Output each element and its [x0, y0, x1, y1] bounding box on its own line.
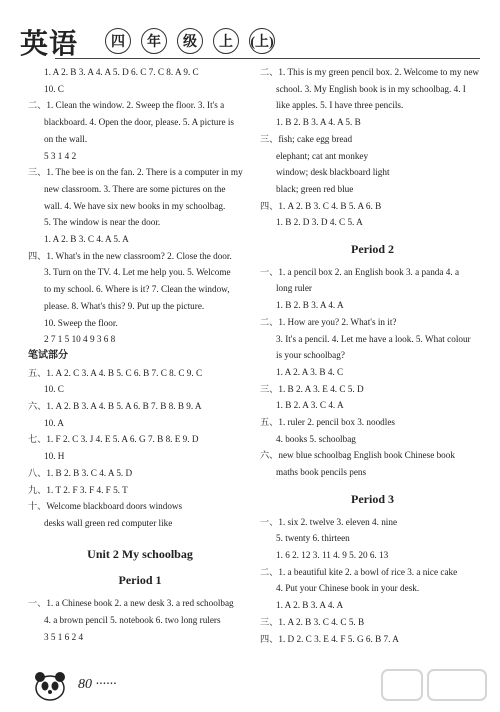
- answer-line: 十、Welcome blackboard doors windows: [28, 501, 183, 512]
- grade-char-4: 上: [213, 28, 239, 54]
- period-3-title: Period 3: [351, 491, 394, 506]
- answer-line: black; green red blue: [276, 183, 354, 194]
- answer-line: 二、1. a beautiful kite 2. a bowl of rice 3. a nice cake: [260, 566, 458, 577]
- answer-line: like apples. 5. I have three pencils.: [276, 100, 404, 111]
- header-rule: [55, 58, 480, 59]
- answer-line: 二、1. How are you? 2. What's in it?: [260, 316, 397, 327]
- answer-line: 5 3 1 4 2: [44, 150, 77, 161]
- answer-line: desks wall green red computer like: [44, 517, 173, 528]
- answer-line: 1. A 2. A 3. B 4. C: [276, 366, 344, 377]
- answer-line: 一、1. six 2. twelve 3. eleven 4. nine: [260, 516, 398, 527]
- answer-line: 10. Sweep the floor.: [44, 317, 118, 328]
- answer-line: to my school. 6. Where is it? 7. Clean the window,: [44, 284, 230, 295]
- answer-line: please. 8. What's this? 9. Put up the picture.: [44, 300, 205, 311]
- answer-line: 四、1. D 2. C 3. E 4. F 5. G 6. B 7. A: [260, 633, 399, 644]
- answer-line: 三、1. A 2. B 3. C 4. C 5. B: [260, 616, 365, 627]
- grade-char-5: (上): [249, 28, 275, 54]
- answer-line: 四、1. A 2. B 3. C 4. B 5. A 6. B: [260, 200, 382, 211]
- answer-line: 1. B 2. B 3. A 4. A: [276, 300, 344, 311]
- answer-line: 4. a brown pencil 5. notebook 6. two long rulers: [44, 614, 221, 625]
- answer-line: 2 7 1 5 10 4 9 3 6 8: [44, 334, 116, 345]
- grade-char-1: 四: [105, 28, 131, 54]
- grade-char-2: 年: [141, 28, 167, 54]
- answer-line: window; desk blackboard light: [276, 167, 390, 178]
- answer-line: 1. 6 2. 12 3. 11 4. 9 5. 20 6. 13: [276, 549, 389, 560]
- answer-line: 10. A: [44, 417, 64, 428]
- answer-line: 二、1. This is my green pencil box. 2. Welcome to my new: [260, 67, 480, 77]
- answer-line: 三、1. The bee is on the fan. 2. There is a computer in my: [28, 167, 243, 178]
- answer-line: 1. A 2. B 3. C 4. A 5. A: [44, 234, 129, 245]
- answer-line: 4. Put your Chinese book in your desk.: [276, 583, 420, 594]
- answer-line: 笔试部分: [28, 349, 68, 361]
- answer-line: blackboard. 4. Open the door, please. 5. A picture is: [44, 117, 234, 128]
- answer-line: new classroom. 3. There are some pictures on the: [44, 183, 226, 194]
- answer-line: 1. B 2. B 3. A 4. A 5. B: [276, 117, 361, 128]
- left-answer-lines: [28, 64, 252, 532]
- page-header: [20, 22, 480, 62]
- answer-line: 一、1. a Chinese book 2. a new desk 3. a red schoolbag: [28, 598, 234, 609]
- answer-line: 九、1. T 2. F 3. F 4. F 5. T: [28, 484, 128, 495]
- grade-char-3: 级: [177, 28, 203, 54]
- answer-line: 4. books 5. schoolbag: [276, 433, 356, 444]
- period-2-lines: [260, 264, 485, 481]
- left-column: [28, 64, 252, 645]
- answer-line: is your schoolbag?: [276, 350, 345, 361]
- answer-line: maths book pencils pens: [276, 467, 367, 478]
- watermark-logo-icon: [380, 666, 490, 706]
- answer-line: 3 5 1 6 2 4: [44, 631, 84, 642]
- answer-line: 3. Turn on the TV. 4. Let me help you. 5. Welcome: [44, 267, 231, 278]
- answer-line: 5. The window is near the door.: [44, 217, 161, 228]
- answer-line: 10. C: [44, 83, 64, 94]
- unit-title: Unit 2 My schoolbag: [87, 546, 193, 561]
- answer-line: 七、1. F 2. C 3. J 4. E 5. A 6. G 7. B 8. E 9. D: [28, 434, 199, 445]
- answer-line: 1. A 2. B 3. A 4. A 5. D 6. C 7. C 8. A 9. C: [44, 67, 199, 77]
- page-number: 80 ······: [78, 677, 117, 692]
- answer-line: school. 3. My English book is in my schoolbag. 4. I: [276, 83, 466, 94]
- answer-line: 三、fish; cake egg bread: [260, 133, 353, 144]
- answer-line: 六、1. A 2. B 3. A 4. B 5. A 6. B 7. B 8. B 9. A: [28, 401, 202, 412]
- answer-line: 5. twenty 6. thirteen: [276, 533, 350, 544]
- period-2-title: Period 2: [351, 242, 394, 257]
- answer-line: 10. H: [44, 451, 65, 462]
- right-answer-lines: [260, 64, 485, 231]
- answer-line: 1. A 2. B 3. A 4. A: [276, 600, 344, 611]
- answer-line: 八、1. B 2. B 3. C 4. A 5. D: [28, 467, 133, 478]
- answer-line: 四、1. What's in the new classroom? 2. Close the door.: [28, 250, 232, 261]
- answer-line: 3. It's a pencil. 4. Let me have a look. 5. What colour: [276, 333, 471, 344]
- grade-badges: [105, 28, 275, 54]
- right-column: [260, 64, 485, 647]
- answer-line: 一、1. a pencil box 2. an English book 3. a panda 4. a: [260, 266, 460, 277]
- answer-line: 三、1. B 2. A 3. E 4. C 5. D: [260, 383, 364, 394]
- page-footer: [30, 668, 117, 702]
- period-3-lines: [260, 514, 485, 648]
- answer-line: long ruler: [276, 283, 312, 294]
- answer-line: 五、1. A 2. C 3. A 4. B 5. C 6. B 7. C 8. C 9. C: [28, 367, 203, 378]
- left-after-lines: [28, 595, 252, 645]
- answer-line: on the wall.: [44, 133, 88, 144]
- answer-line: wall. 4. We have six new books in my schoolbag.: [44, 200, 226, 211]
- answer-line: elephant; cat ant monkey: [276, 150, 369, 161]
- answer-line: 10. C: [44, 384, 64, 395]
- panda-mascot-icon: [30, 668, 70, 702]
- answer-line: 六、new blue schoolbag English book Chinese book: [260, 450, 455, 461]
- answer-line: 1. B 2. A 3. C 4. A: [276, 400, 344, 411]
- period-1-title: Period 1: [118, 573, 162, 588]
- answer-line: 二、1. Clean the window. 2. Sweep the floor. 3. It's a: [28, 100, 225, 111]
- answer-line: 1. B 2. D 3. D 4. C 5. A: [276, 217, 363, 228]
- subject-title: 英语: [20, 29, 79, 60]
- answer-line: 五、1. ruler 2. pencil box 3. noodles: [260, 417, 395, 428]
